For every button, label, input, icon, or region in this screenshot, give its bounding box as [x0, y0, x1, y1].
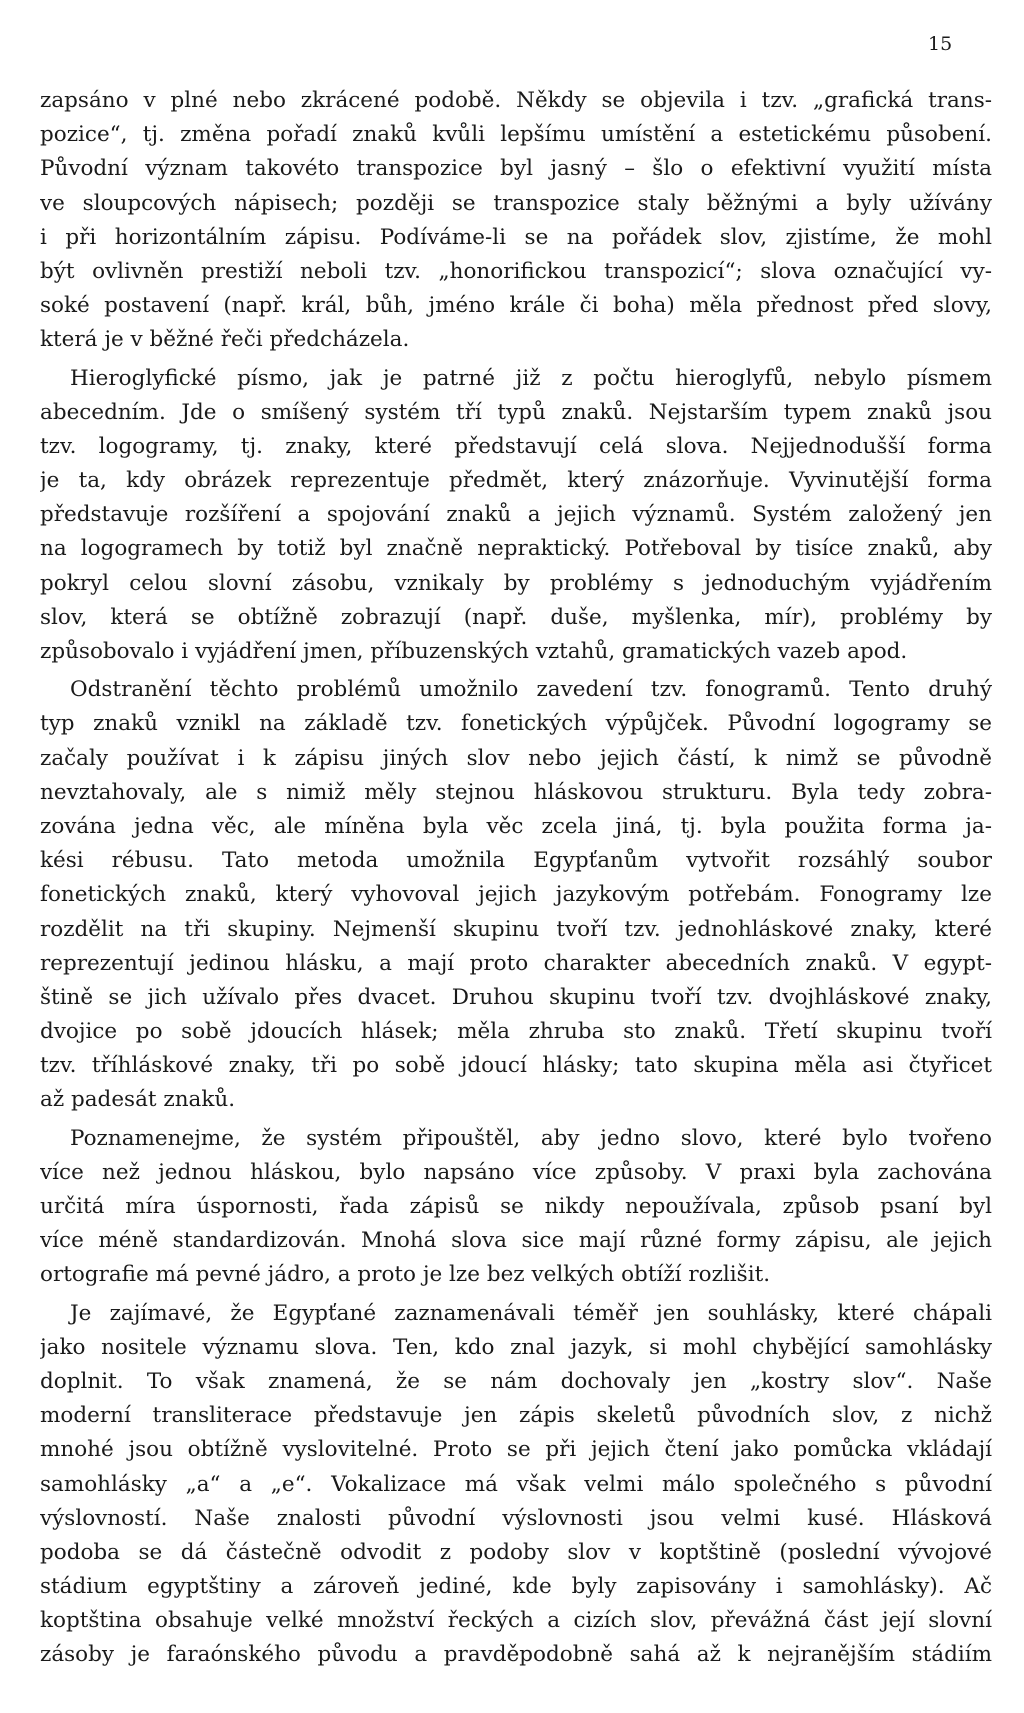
text-line: stádium egyptštiny a zároveň jediné, kde byly zapisovány i samohlásky). Ač	[40, 1574, 992, 1600]
text-line: více než jednou hláskou, bylo napsáno více způsoby. V praxi byla zachována	[40, 1159, 992, 1185]
text-line: podoba se dá částečně odvodit z podoby slov v koptštině (poslední vývojové	[40, 1539, 992, 1565]
text-line: začaly používat i k zápisu jiných slov nebo jejich částí, k nimž se původně	[40, 745, 992, 771]
text-line: výslovností. Naše znalosti původní výslovnosti jsou velmi kusé. Hlásková	[40, 1505, 992, 1531]
body-text	[40, 84, 992, 1673]
text-line: nevztahovaly, ale s nimiž měly stejnou hláskovou strukturu. Byla tedy zobra-	[40, 779, 992, 805]
text-line: Odstranění těchto problémů umožnilo zavedení tzv. fonogramů. Tento druhý	[70, 677, 992, 703]
text-line: samohlásky „a“ a „e“. Vokalizace má však velmi málo společného s původní	[40, 1471, 992, 1497]
text-line: abecedním. Jde o smíšený systém tří typů znaků. Nejstarším typem znaků jsou	[40, 399, 992, 425]
text-line: mnohé jsou obtížně vyslovitelné. Proto se při jejich čtení jako pomůcka vkládají	[40, 1437, 992, 1463]
text-line: Hieroglyfické písmo, jak je patrné již z počtu hieroglyfů, nebylo písmem	[70, 365, 992, 391]
text-line: štině se jich užívalo přes dvacet. Druhou skupinu tvoří tzv. dvojhláskové znaky,	[40, 984, 992, 1010]
text-line: představuje rozšíření a spojování znaků a jejich významů. Systém založený jen	[40, 502, 992, 528]
text-line: doplnit. To však znamená, že se nám dochovaly jen „kostry slov“. Naše	[40, 1368, 992, 1394]
text-line: soké postavení (např. král, bůh, jméno krále či boha) měla přednost před slovy,	[40, 293, 992, 319]
text-line: určitá míra úspornosti, řada zápisů se nikdy nepoužívala, způsob psaní byl	[40, 1194, 992, 1219]
text-line: kési rébusu. Tato metoda umožnila Egypťanům vytvořit rozsáhlý soubor	[40, 848, 992, 874]
paragraph	[40, 84, 992, 358]
text-line: Původní význam takovéto transpozice byl jasný – šlo o efektivní využití místa	[40, 156, 992, 182]
paragraph	[40, 1122, 992, 1293]
text-line: tzv. logogramy, tj. znaky, které představují celá slova. Nejjednodušší forma	[40, 433, 992, 459]
text-line: pozice“, tj. změna pořadí znaků kvůli lepšímu umístění a estetickému působení.	[40, 122, 992, 148]
text-line: až padesát znaků.	[40, 1087, 236, 1113]
text-line: typ znaků vznikl na základě tzv. fonetických výpůjček. Původní logogramy se	[40, 711, 992, 737]
paragraph	[40, 1297, 992, 1673]
text-line: která je v běžné řeči předcházela.	[40, 327, 410, 353]
text-line: dvojice po sobě jdoucích hlásek; měla zhruba sto znaků. Třetí skupinu tvoří	[40, 1019, 992, 1045]
text-line: ortografie má pevné jádro, a proto je lze bez velkých obtíží rozlišit.	[40, 1262, 771, 1288]
text-line: Poznamenejme, že systém připouštěl, aby jedno slovo, které bylo tvořeno	[70, 1125, 992, 1151]
text-line: Je zajímavé, že Egypťané zaznamenávali téměř jen souhlásky, které chápali	[70, 1300, 992, 1326]
text-line: ve sloupcových nápisech; později se transpozice staly běžnými a byly užívány	[40, 190, 992, 216]
text-line: zapsáno v plné nebo zkrácené podobě. Někdy se objevila i tzv. „grafická trans-	[40, 88, 992, 113]
text-line: slov, která se obtížně zobrazují (např. duše, myšlenka, mír), problémy by	[40, 604, 992, 630]
text-line: pokryl celou slovní zásobu, vznikaly by problémy s jednoduchým vyjádřením	[40, 570, 992, 596]
text-line: koptština obsahuje velké množství řeckých a cizích slov, převážná část její slovní	[40, 1608, 992, 1634]
text-line: reprezentují jedinou hlásku, a mají proto charakter abecedních znaků. V egypt-	[40, 950, 992, 976]
text-line: být ovlivněn prestiží neboli tzv. „honorifickou transpozicí“; slova označující vy-	[40, 258, 992, 284]
text-line: jako nositele významu slova. Ten, kdo znal jazyk, si mohl chybějící samohlásky	[40, 1334, 992, 1360]
text-line: rozdělit na tři skupiny. Nejmenší skupinu tvoří tzv. jednohláskové znaky, které	[40, 916, 992, 942]
text-line: zásoby je faraónského původu a pravděpodobně sahá až k nejranějším stádiím	[40, 1642, 992, 1668]
text-line: na logogramech by totiž byl značně nepraktický. Potřeboval by tisíce znaků, aby	[40, 536, 992, 562]
text-line: tzv. tříhláskové znaky, tři po sobě jdoucí hlásky; tato skupina měla asi čtyřicet	[40, 1053, 992, 1079]
paragraph	[40, 673, 992, 1117]
text-line: fonetických znaků, který vyhovoval jejich jazykovým potřebám. Fonogramy lze	[40, 882, 992, 908]
text-line: moderní transliterace představuje jen zápis skeletů původních slov, z nichž	[40, 1403, 992, 1429]
paragraph	[40, 362, 992, 670]
page-number: 15	[928, 33, 953, 55]
text-line: zována jedna věc, ale míněna byla věc zcela jiná, tj. byla použita forma ja-	[40, 813, 992, 839]
text-line: je ta, kdy obrázek reprezentuje předmět, který znázorňuje. Vyvinutější forma	[40, 468, 992, 494]
text-line: způsobovalo i vyjádření jmen, příbuzenských vztahů, gramatických vazeb apod.	[40, 639, 908, 664]
text-line: více méně standardizován. Mnohá slova sice mají různé formy zápisu, ale jejich	[40, 1228, 992, 1254]
text-line: i při horizontálním zápisu. Podíváme-li se na pořádek slov, zjistíme, že mohl	[40, 224, 992, 250]
